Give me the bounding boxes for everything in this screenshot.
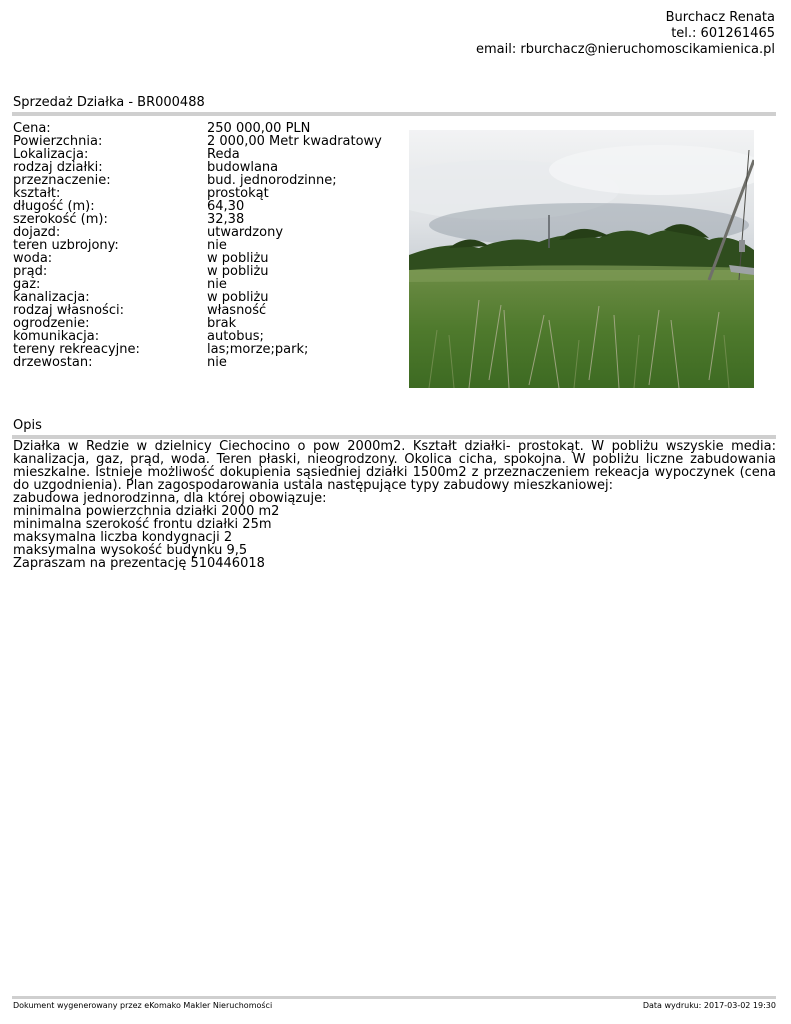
detail-label: kształt:	[13, 186, 61, 201]
detail-value: nie	[207, 277, 227, 292]
property-details	[13, 122, 403, 369]
detail-value: 32,38	[207, 212, 245, 227]
agent-email: email: rburchacz@nieruchomoscikamienica.pl	[475, 42, 775, 57]
detail-label: kanalizacja:	[13, 290, 90, 305]
detail-label: prąd:	[13, 264, 48, 279]
detail-label: szerokość (m):	[13, 212, 108, 227]
description-line: minimalna powierzchnia działki 2000 m2	[13, 504, 280, 519]
detail-row	[13, 356, 403, 369]
agent-phone: tel.: 601261465	[671, 26, 775, 41]
detail-value: własność	[207, 303, 267, 318]
detail-label: teren uzbrojony:	[13, 238, 119, 253]
description-line: maksymalna wysokość budynku 9,5	[13, 543, 248, 558]
footer-generated-by: Dokument wygenerowany przez eKomako Makler Nieruchomości	[13, 1001, 273, 1010]
detail-label: ogrodzenie:	[13, 316, 90, 331]
detail-label: woda:	[13, 251, 53, 266]
footer-print-date: Data wydruku: 2017-03-02 19:30	[642, 1001, 776, 1010]
detail-value: brak	[207, 316, 237, 331]
detail-label: przeznaczenie:	[13, 173, 111, 188]
description-heading: Opis	[13, 418, 42, 433]
description-line: zabudowa jednorodzinna, dla której obowiązuje:	[13, 491, 327, 506]
description-line: Zapraszam na prezentację 510446018	[13, 556, 265, 571]
detail-value: utwardzony	[207, 225, 284, 240]
detail-value: bud. jednorodzinne;	[207, 173, 337, 188]
detail-label: gaz:	[13, 277, 41, 292]
detail-value: w pobliżu	[207, 251, 269, 266]
detail-label: tereny rekreacyjne:	[13, 342, 140, 357]
detail-label: dojazd:	[13, 225, 61, 240]
description-line: minimalna szerokość frontu działki 25m	[13, 517, 272, 532]
detail-label: komunikacja:	[13, 329, 100, 344]
detail-value: 64,30	[207, 199, 245, 214]
detail-value: las;morze;park;	[207, 342, 309, 357]
detail-value: w pobliżu	[207, 264, 269, 279]
property-photo	[409, 130, 754, 388]
detail-label: rodzaj działki:	[13, 160, 103, 175]
description-line: maksymalna liczba kondygnacji 2	[13, 530, 233, 545]
detail-label: drzewostan:	[13, 355, 93, 370]
agent-name: Burchacz Renata	[665, 10, 775, 25]
detail-label: Powierzchnia:	[13, 134, 103, 149]
description-paragraph: Działka w Redzie w dzielnicy Ciechocino o pow 2000m2. Kształt działki- prostokąt. W pobliżu wszyskie media: kanalizacja, gaz, prąd, woda. Teren płaski, nieogrodzony. Okolica cicha, spokojna. W pobliżu liczne zabudowania mieszkalne. Istnieje możliwość dokupienia sąsiedniej działki 1500m2 z przeznaczeniem rekeacja wypoczynek (cena do uzgodnienia). Plan zagospodarowania ustala następujące typy zabudowy mieszkaniowej:	[13, 439, 776, 493]
detail-label: Lokalizacja:	[13, 147, 89, 162]
description-body	[13, 440, 776, 570]
footer-divider	[12, 996, 776, 999]
detail-label: Cena:	[13, 121, 51, 136]
detail-value: w pobliżu	[207, 290, 269, 305]
detail-value: prostokąt	[207, 186, 269, 201]
detail-value: nie	[207, 355, 227, 370]
detail-value: budowlana	[207, 160, 279, 175]
detail-label: długość (m):	[13, 199, 95, 214]
detail-value: autobus;	[207, 329, 264, 344]
detail-value: 250 000,00 PLN	[207, 121, 311, 136]
detail-value: 2 000,00 Metr kwadratowy	[207, 134, 382, 149]
title-divider	[12, 112, 776, 116]
detail-label: rodzaj własności:	[13, 303, 124, 318]
listing-title: Sprzedaż Działka - BR000488	[13, 95, 205, 110]
agent-contact	[476, 10, 775, 58]
detail-value: Reda	[207, 147, 240, 162]
detail-value: nie	[207, 238, 227, 253]
